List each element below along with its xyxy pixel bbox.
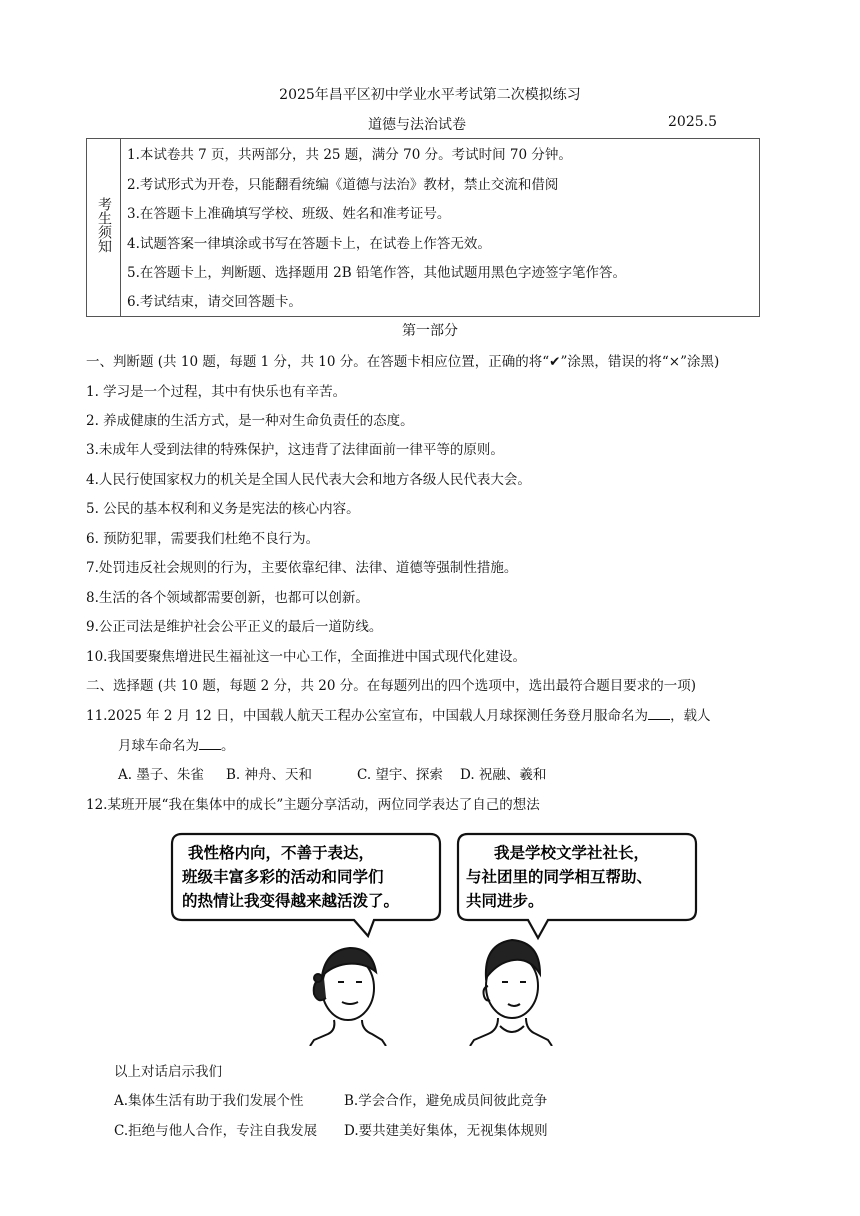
judgement-question: 8.生活的各个领域都需要创新，也都可以创新。 xyxy=(86,590,369,606)
q11-text-c: 月球车命名为 xyxy=(118,738,199,754)
left-bubble-line: 我性格内向，不善于表达， xyxy=(188,844,375,862)
right-bubble-line: 共同进步。 xyxy=(466,892,544,910)
notice-item: 6.考试结束，请交回答题卡。 xyxy=(127,294,302,310)
judgement-question: 9.公正司法是维护社会公平正义的最后一道防线。 xyxy=(86,619,383,635)
notice-side-label: 考生须知 xyxy=(96,197,112,253)
part-title: 第一部分 xyxy=(402,323,458,339)
q11-text-a: 11.2025 年 2 月 12 日，中国载人航天工程办公室宣布，中国载人月球探测任务登月服命名为 xyxy=(86,708,649,724)
q12-option-b: B.学会合作，避免成员间彼此竞争 xyxy=(344,1093,548,1109)
q12-option-c: C.拒绝与他人合作，专注自我发展 xyxy=(114,1123,318,1139)
judgement-question: 2. 养成健康的生活方式，是一种对生命负责任的态度。 xyxy=(86,413,414,429)
dialogue-illustration xyxy=(168,826,704,1046)
notice-item: 3.在答题卡上准确填写学校、班级、姓名和准考证号。 xyxy=(127,206,451,222)
q12-option-a: A.集体生活有助于我们发展个性 xyxy=(114,1093,304,1109)
answer-blank xyxy=(648,707,670,720)
question-12-stem: 12.某班开展“我在集体中的成长”主题分享活动，两位同学表达了自己的想法 xyxy=(86,797,540,813)
judgement-question: 5. 公民的基本权利和义务是宪法的核心内容。 xyxy=(86,501,360,517)
notice-item: 2.考试形式为开卷，只能翻看统编《道德与法治》教材，禁止交流和借阅 xyxy=(127,177,559,193)
q12-prompt: 以上对话启示我们 xyxy=(114,1064,222,1080)
notice-item: 5.在答题卡上，判断题、选择题用 2B 铅笔作答，其他试题用黑色字迹签字笔作答。 xyxy=(127,265,626,281)
judgement-question: 3.未成年人受到法律的特殊保护，这违背了法律面前一律平等的原则。 xyxy=(86,442,504,458)
candidate-notice-box xyxy=(86,138,760,317)
exam-title: 2025年昌平区初中学业水平考试第二次模拟练习 xyxy=(279,87,581,103)
q11-text-b: ，载人 xyxy=(670,708,711,724)
girl-student-drawing xyxy=(310,948,386,1046)
judgement-question: 4.人民行使国家权力的机关是全国人民代表大会和地方各级人民代表大会。 xyxy=(86,472,531,488)
exam-date: 2025.5 xyxy=(668,114,717,130)
notice-side-cell xyxy=(87,139,121,316)
notice-item: 1.本试卷共 7 页，共两部分，共 25 题，满分 70 分。考试时间 70 分钟。 xyxy=(127,147,572,163)
boy-student-drawing xyxy=(470,940,552,1046)
judgement-question: 6. 预防犯罪，需要我们杜绝不良行为。 xyxy=(86,531,320,547)
q11-text-d: 。 xyxy=(221,738,235,754)
right-bubble-line: 与社团里的同学相互帮助、 xyxy=(466,868,653,886)
judgement-question: 10.我国要聚焦增进民生福祉这一中心工作，全面推进中国式现代化建设。 xyxy=(86,649,526,665)
left-bubble-line: 班级丰富多彩的活动和同学们 xyxy=(182,868,384,886)
exam-subtitle: 道德与法治试卷 xyxy=(368,117,466,133)
q11-option-a: A. 墨子、朱雀 xyxy=(118,767,204,783)
answer-blank xyxy=(199,737,221,750)
question-11-line1 xyxy=(86,704,711,724)
notice-item: 4.试题答案一律填涂或书写在答题卡上，在试卷上作答无效。 xyxy=(127,236,491,252)
right-bubble-line: 我是学校文学社社长， xyxy=(494,844,650,862)
q12-option-d: D.要共建美好集体，无视集体规则 xyxy=(344,1123,548,1139)
q11-option-d: D. 祝融、羲和 xyxy=(460,767,547,783)
judgement-question: 7.处罚违反社会规则的行为，主要依靠纪律、法律、道德等强制性措施。 xyxy=(86,560,518,576)
q11-option-b: B. 神舟、天和 xyxy=(226,767,313,783)
left-bubble-line: 的热情让我变得越来越活泼了。 xyxy=(182,892,400,910)
section2-heading: 二、选择题 (共 10 题，每题 2 分，共 20 分。在每题列出的四个选项中，选出最符合题目要求的一项) xyxy=(86,678,697,694)
section1-heading: 一、判断题 (共 10 题，每题 1 分，共 10 分。在答题卡相应位置，正确的将“✔”涂黑，错误的将“×”涂黑) xyxy=(86,354,720,370)
judgement-question: 1. 学习是一个过程，其中有快乐也有辛苦。 xyxy=(86,384,347,400)
question-11-line2 xyxy=(118,734,235,754)
q11-option-c: C. 望宇、探索 xyxy=(357,767,443,783)
